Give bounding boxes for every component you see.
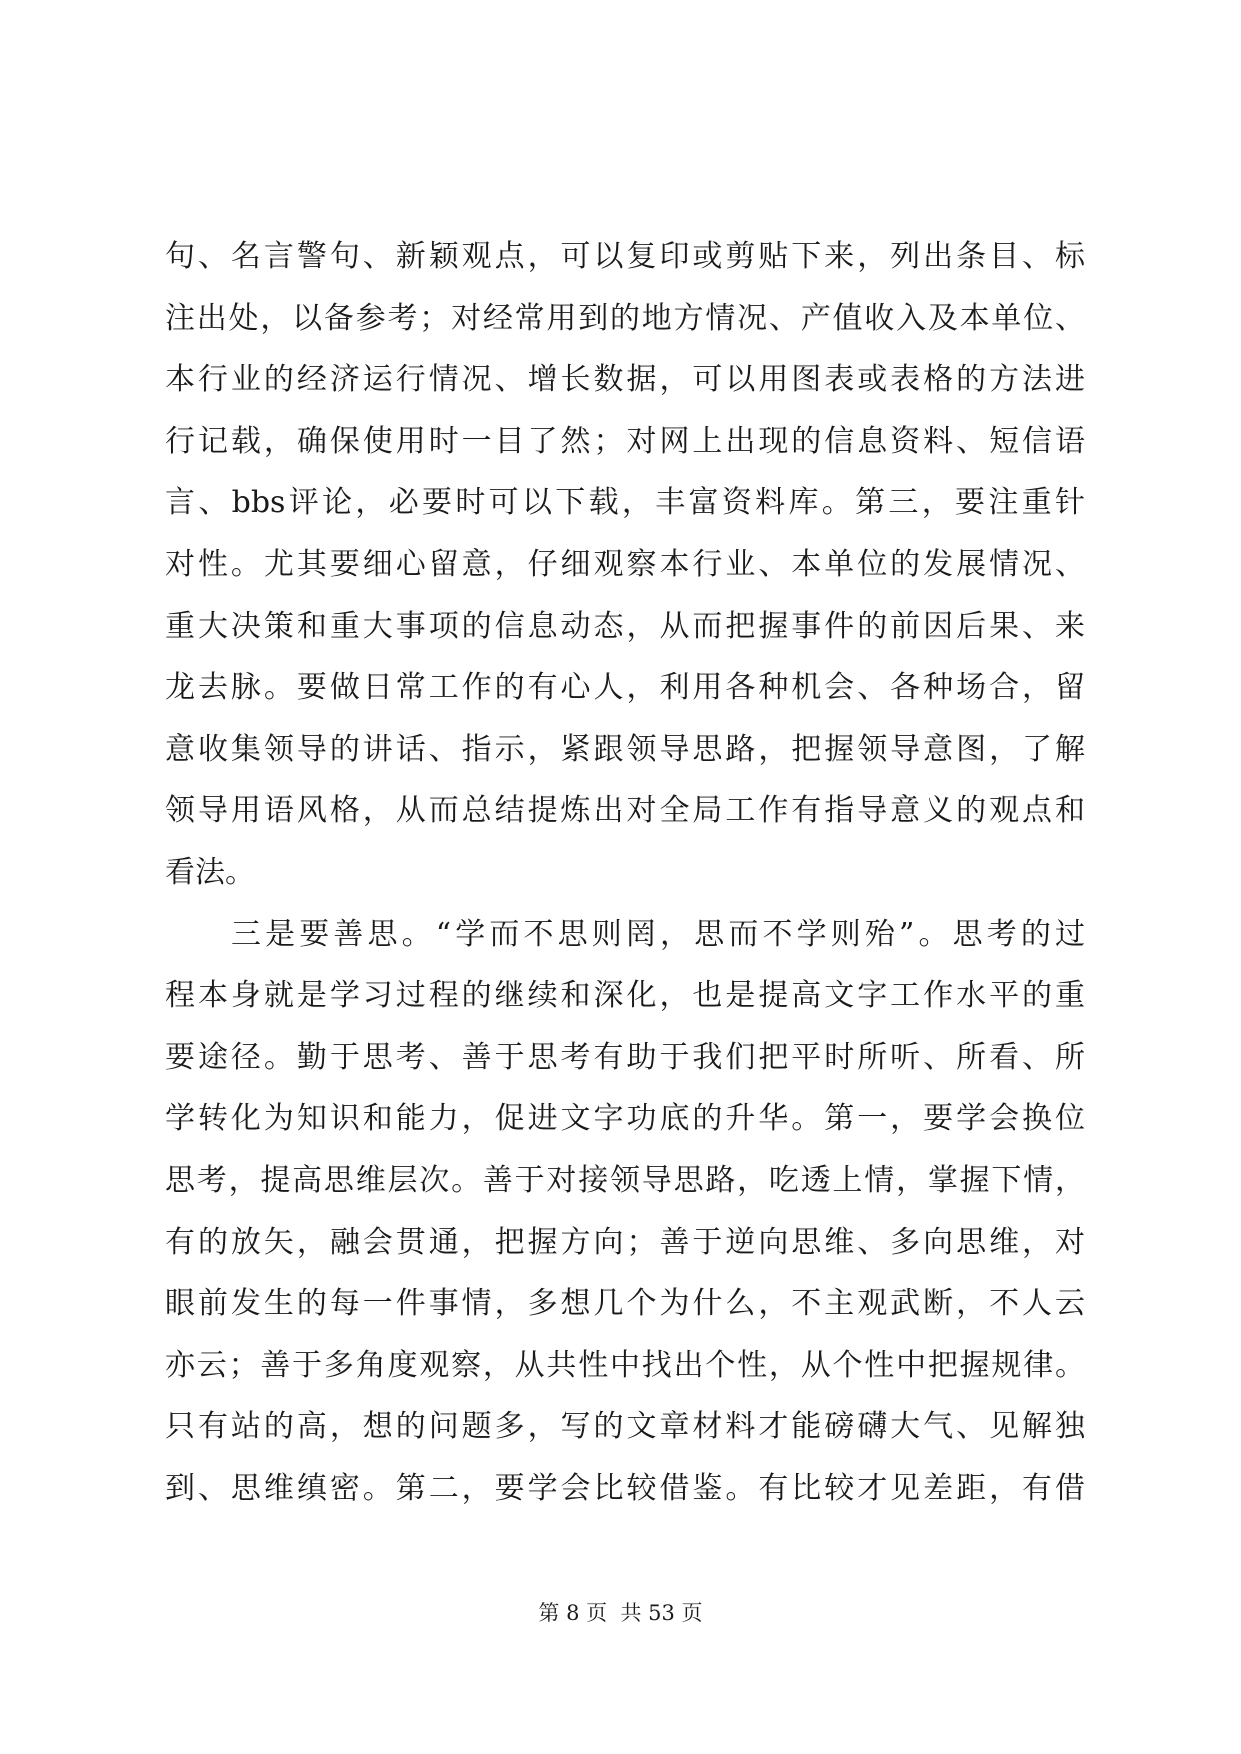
paragraph-1-line: 意收集领导的讲话、指示，紧跟领导思路，把握领导意图，了解 bbox=[165, 731, 1085, 767]
paragraph-2-line: 有的放矢，融会贯通，把握方向；善于逆向思维、多向思维，对 bbox=[165, 1224, 1085, 1260]
paragraph-2-line: 要途径。勤于思考、善于思考有助于我们把平时所听、所看、所 bbox=[165, 1039, 1085, 1075]
paragraph-1-line: 句、名言警句、新颖观点，可以复印或剪贴下来，列出条目、标 bbox=[165, 239, 1085, 274]
paragraph-2-line: 学转化为知识和能力，促进文字功底的升华。第一，要学会换位 bbox=[165, 1101, 1085, 1137]
paragraph-2-line: 程本身就是学习过程的继续和深化，也是提高文字工作水平的重 bbox=[165, 978, 1085, 1014]
body-text bbox=[165, 226, 1085, 1519]
paragraph-2-line: 眼前发生的每一件事情，多想几个为什么，不主观武断，不人云 bbox=[165, 1286, 1085, 1322]
paragraph-1-line: 行记载，确保使用时一目了然；对网上出现的信息资料、短信语 bbox=[165, 423, 1085, 459]
paragraph-1-line: 本行业的经济运行情况、增长数据，可以用图表或表格的方法进 bbox=[165, 362, 1085, 398]
paragraph-1-line: 看法。 bbox=[165, 854, 255, 890]
paragraph-1-line: 对性。尤其要细心留意，仔细观察本行业、本单位的发展情况、 bbox=[165, 546, 1085, 582]
paragraph-2-line: 到、思维缜密。第二，要学会比较借鉴。有比较才见差距，有借 bbox=[165, 1470, 1085, 1506]
paragraph-2-line: 只有站的高，想的问题多，写的文章材料才能磅礴大气、见解独 bbox=[165, 1409, 1085, 1445]
paragraph-1-line: 注出处，以备参考；对经常用到的地方情况、产值收入及本单位、 bbox=[165, 300, 1085, 336]
paragraph-2-line: 思考，提高思维层次。善于对接领导思路，吃透上情，掌握下情， bbox=[165, 1162, 1085, 1198]
page-footer: 第 8 页 共 53 页 bbox=[538, 1601, 703, 1625]
paragraph-1-line: 龙去脉。要做日常工作的有心人，利用各种机会、各种场合，留 bbox=[165, 670, 1085, 706]
paragraph-1-line: 重大决策和重大事项的信息动态，从而把握事件的前因后果、来 bbox=[165, 608, 1085, 644]
paragraph-1-line: 领导用语风格，从而总结提炼出对全局工作有指导意义的观点和 bbox=[165, 793, 1085, 829]
paragraph-2-line: 三是要善思。“学而不思则罔，思而不学则殆”。思考的过 bbox=[231, 916, 1085, 952]
paragraph-1-line: 言、bbs评论，必要时可以下载，丰富资料库。第三，要注重针 bbox=[165, 485, 1085, 521]
paragraph-2-line: 亦云；善于多角度观察，从共性中找出个性，从个性中把握规律。 bbox=[165, 1347, 1085, 1383]
